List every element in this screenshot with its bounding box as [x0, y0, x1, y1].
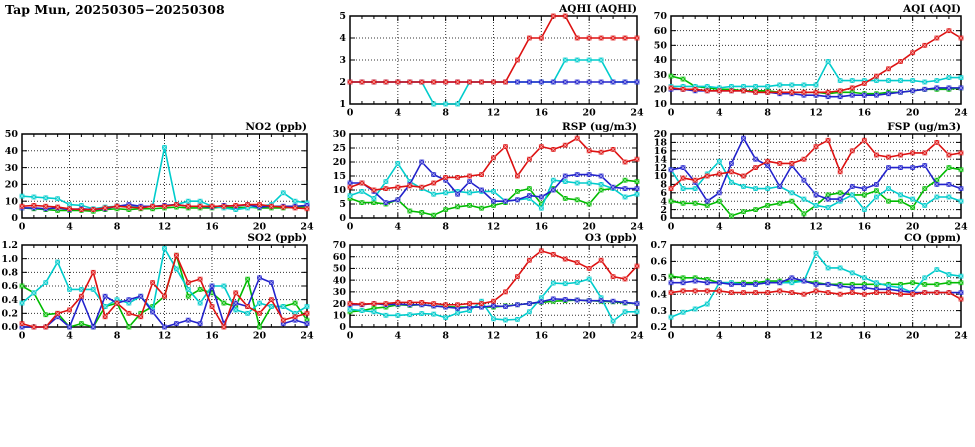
- x-tick-label: 0: [667, 107, 675, 119]
- x-tick-label: 24: [630, 107, 644, 119]
- y-tick-label: 14: [653, 154, 667, 166]
- y-tick-label: 5: [339, 199, 346, 211]
- y-tick-label: 40: [4, 146, 18, 157]
- y-tick-label: 10: [332, 185, 346, 197]
- y-tick-label: 20: [653, 84, 667, 96]
- y-tick-label: 0.5: [650, 273, 667, 284]
- chart-title-so2: SO2 (ppb): [247, 232, 307, 244]
- y-tick-label: 20: [332, 298, 346, 310]
- y-tick-label: 0: [339, 322, 346, 334]
- y-tick-label: 6: [660, 188, 667, 199]
- page-title: Tap Mun, 20250305−20250308: [5, 2, 225, 17]
- x-tick-label: 24: [300, 221, 314, 233]
- x-tick-label: 12: [157, 330, 172, 342]
- x-tick-label: 16: [857, 221, 871, 233]
- y-tick-label: 1: [339, 99, 346, 111]
- x-tick-label: 20: [582, 107, 596, 119]
- y-tick-label: 0: [660, 213, 667, 225]
- y-tick-label: 0.4: [650, 289, 667, 301]
- x-tick-label: 16: [857, 330, 871, 342]
- x-tick-label: 0: [18, 330, 26, 342]
- x-tick-label: 16: [205, 330, 219, 342]
- y-tick-label: 0.6: [650, 256, 667, 268]
- x-tick-label: 0: [346, 330, 354, 342]
- y-tick-label: 0.8: [1, 267, 18, 279]
- x-tick-label: 4: [716, 221, 723, 233]
- y-tick-label: 8: [660, 179, 667, 191]
- y-tick-label: 2: [339, 77, 346, 89]
- x-tick-label: 12: [486, 107, 501, 119]
- chart-title-no2: NO2 (ppb): [245, 121, 307, 133]
- y-tick-label: 50: [332, 263, 346, 275]
- x-tick-label: 0: [667, 330, 675, 342]
- chart-fsp: [654, 121, 968, 233]
- x-tick-label: 12: [486, 330, 501, 342]
- y-tick-label: 10: [4, 196, 18, 208]
- x-tick-label: 8: [113, 221, 121, 233]
- y-tick-label: 10: [653, 99, 667, 111]
- x-tick-label: 4: [394, 107, 402, 119]
- x-tick-label: 20: [582, 330, 596, 342]
- x-tick-label: 4: [394, 221, 402, 233]
- x-tick-label: 20: [906, 221, 920, 233]
- x-tick-label: 16: [534, 330, 548, 342]
- chart-aqhi: [339, 3, 644, 119]
- x-tick-label: 12: [809, 107, 823, 119]
- x-tick-label: 8: [442, 330, 449, 342]
- x-tick-label: 20: [906, 330, 920, 342]
- chart-title-aqi: AQI (AQI): [902, 3, 961, 15]
- x-tick-label: 24: [630, 221, 644, 233]
- y-tick-label: 20: [332, 157, 346, 169]
- x-tick-label: 0: [667, 221, 675, 233]
- x-tick-label: 24: [630, 330, 644, 342]
- x-tick-label: 12: [157, 221, 172, 233]
- chart-so2: [1, 232, 314, 342]
- y-tick-label: 2: [660, 204, 667, 216]
- chart-aqi: [654, 3, 968, 119]
- x-tick-label: 8: [764, 330, 771, 342]
- y-tick-label: 60: [332, 251, 346, 263]
- y-tick-label: 0: [11, 213, 18, 225]
- x-tick-label: 0: [18, 221, 26, 233]
- x-tick-label: 12: [809, 221, 823, 233]
- y-tick-label: 0.2: [650, 322, 667, 334]
- x-tick-label: 8: [113, 330, 121, 342]
- chart-title-aqhi: AQHI (AQHI): [559, 3, 637, 15]
- y-tick-label: 3: [339, 55, 346, 67]
- y-tick-label: 1.0: [1, 253, 18, 265]
- y-tick-label: 16: [653, 146, 667, 157]
- y-tick-label: 40: [332, 275, 346, 287]
- y-tick-label: 18: [653, 137, 667, 149]
- x-tick-label: 24: [300, 330, 314, 342]
- y-tick-label: 0.7: [650, 240, 667, 252]
- y-tick-label: 50: [4, 129, 18, 141]
- y-tick-label: 30: [332, 287, 346, 299]
- x-tick-label: 4: [394, 330, 402, 342]
- x-tick-label: 16: [205, 221, 219, 233]
- y-tick-label: 0.2: [1, 308, 18, 320]
- y-tick-label: 10: [653, 171, 667, 183]
- y-tick-label: 10: [332, 310, 346, 322]
- x-tick-label: 0: [346, 221, 354, 233]
- x-tick-label: 8: [764, 221, 771, 233]
- x-tick-label: 0: [346, 107, 354, 119]
- y-tick-label: 1.2: [1, 240, 18, 252]
- x-tick-label: 4: [716, 330, 723, 342]
- y-tick-label: 0.3: [650, 305, 667, 317]
- x-tick-label: 24: [954, 330, 968, 342]
- x-tick-label: 8: [442, 221, 449, 233]
- x-tick-label: 12: [486, 221, 501, 233]
- y-tick-label: 0.4: [1, 294, 18, 306]
- x-tick-label: 16: [534, 107, 548, 119]
- y-tick-label: 4: [339, 33, 346, 45]
- y-tick-label: 40: [653, 55, 667, 67]
- y-tick-label: 0.0: [1, 322, 18, 334]
- chart-co: [650, 232, 968, 342]
- x-tick-label: 4: [716, 107, 723, 119]
- x-tick-label: 4: [66, 221, 73, 233]
- y-tick-label: 15: [332, 171, 346, 183]
- y-tick-label: 4: [660, 196, 667, 208]
- y-tick-label: 0: [339, 213, 346, 225]
- chart-no2: [5, 121, 314, 233]
- y-tick-label: 25: [332, 143, 346, 155]
- x-tick-label: 20: [906, 107, 920, 119]
- chart-title-rsp: RSP (ug/m3): [561, 121, 637, 133]
- x-tick-label: 16: [857, 107, 871, 119]
- chart-title-o3: O3 (ppb): [584, 232, 637, 244]
- chart-title-co: CO (ppm): [904, 232, 961, 244]
- x-tick-label: 24: [954, 221, 968, 233]
- x-tick-label: 16: [534, 221, 548, 233]
- x-tick-label: 20: [252, 330, 267, 342]
- y-tick-label: 5: [339, 11, 346, 23]
- y-tick-label: 30: [653, 69, 667, 81]
- y-tick-label: 0.6: [1, 281, 18, 293]
- y-tick-label: 12: [653, 162, 667, 174]
- x-tick-label: 8: [442, 107, 449, 119]
- chart-rsp: [333, 121, 644, 233]
- x-tick-label: 12: [809, 330, 823, 342]
- x-tick-label: 20: [582, 221, 596, 233]
- y-tick-label: 70: [332, 240, 346, 252]
- x-tick-label: 24: [954, 107, 968, 119]
- y-tick-label: 20: [653, 129, 667, 141]
- y-tick-label: 30: [332, 129, 346, 141]
- chart-o3: [333, 232, 644, 342]
- y-tick-label: 50: [653, 40, 667, 52]
- x-tick-label: 8: [764, 107, 771, 119]
- y-tick-label: 20: [4, 179, 18, 191]
- y-tick-label: 70: [653, 11, 667, 23]
- y-tick-label: 30: [4, 162, 18, 174]
- y-tick-label: 60: [653, 25, 667, 37]
- x-tick-label: 20: [252, 221, 267, 233]
- x-tick-label: 4: [66, 330, 73, 342]
- chart-title-fsp: FSP (ug/m3): [887, 121, 961, 133]
